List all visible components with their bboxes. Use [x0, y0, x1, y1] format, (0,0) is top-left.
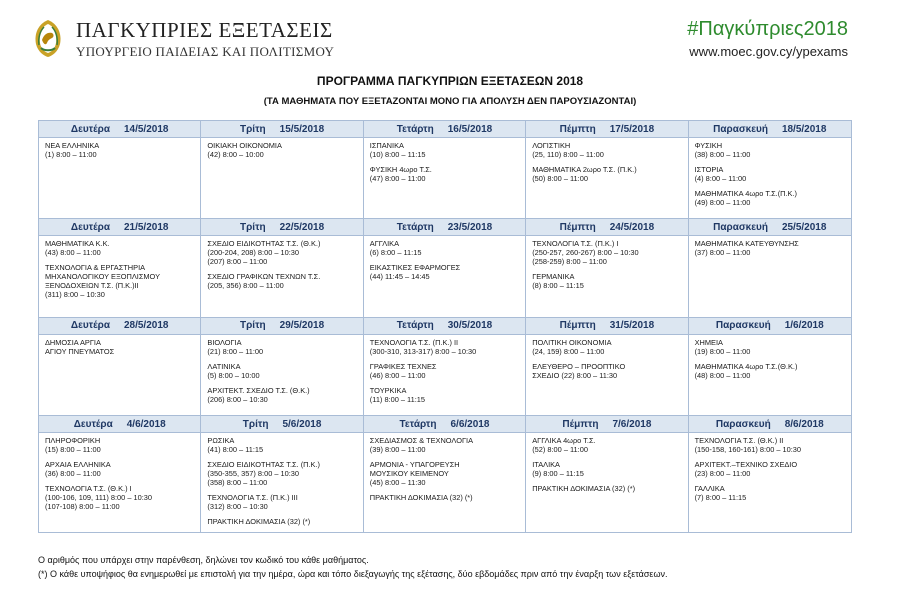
organization-name: ΠΑΓΚΥΠΡΙΕΣ ΕΞΕΤΑΣΕΙΣ [76, 18, 333, 42]
exam-list [201, 138, 362, 159]
weekday-label: Δευτέρα [70, 221, 110, 233]
exam-entry [370, 386, 520, 404]
exam-subject: ΡΩΣΙΚΑ [207, 436, 235, 445]
exam-subject: ΤΕΧΝΟΛΟΓΙΑ Τ.Σ. (Θ.Κ.) ΙΙ [694, 436, 784, 445]
date-label: 18/5/2018 [781, 123, 827, 135]
website-link[interactable]: www.moec.gov.cy/ypexams [689, 44, 848, 59]
exam-code-time: (206) 8:00 – 10:30 [207, 394, 268, 404]
day-cell [39, 121, 201, 219]
exam-code-time: (300-310, 313-317) 8:00 – 10:30 [369, 346, 477, 356]
exam-subject: ΤΕΧΝΟΛΟΓΙΑ Τ.Σ. (Π.Κ.) ΙΙ [369, 337, 459, 347]
page-subtitle: (ΤΑ ΜΑΘΗΜΑΤΑ ΠΟΥ ΕΞΕΤΑΖΟΝΤΑΙ ΜΟΝΟ ΓΙΑ ΑΠΟΛΥΣΗ ΔΕΝ ΠΑΡΟΥΣΙΑΖΟΝΤΑΙ) [263, 96, 637, 107]
exam-entry [45, 263, 195, 299]
exam-list [364, 138, 525, 183]
exam-subject: ΤΕΧΝΟΛΟΓΙΑ Τ.Σ. (Π.Κ.) Ι [532, 239, 619, 249]
day-header [39, 416, 200, 433]
exam-entry [45, 460, 195, 478]
exam-code-time: (350-355, 357) 8:00 – 10:30 (358) 8:00 – 11:00 [207, 469, 300, 487]
exam-subject: ΓΡΑΦΙΚΕΣ ΤΕΧΝΕΣ [369, 361, 437, 371]
exam-code-time: (8) 8:00 – 11:15 [532, 281, 584, 291]
exam-code-time: (45) 8:00 – 11:30 [369, 478, 426, 487]
exam-code-time: (11) 8:00 – 11:15 [369, 394, 425, 404]
exam-entry [695, 141, 846, 159]
day-header [526, 416, 687, 433]
exam-code-time: (24, 159) 8:00 – 11:00 [532, 346, 605, 356]
date-label: 6/6/2018 [450, 418, 490, 430]
day-cell [201, 416, 363, 532]
exam-list [39, 433, 200, 511]
exam-subject: ΓΕΡΜΑΝΙΚΑ [532, 272, 575, 282]
day-header [39, 121, 200, 138]
exam-entry [207, 493, 357, 511]
exam-entry [207, 436, 357, 454]
exam-entry [370, 493, 520, 502]
exam-subject: ΛΑΤΙΝΙΚΑ [207, 361, 241, 371]
day-header [526, 121, 687, 138]
day-header [526, 318, 687, 335]
day-header [364, 416, 525, 433]
footnote-code: Ο αριθμός που υπάρχει στην παρένθεση, δηλώνει τον κωδικό του κάθε μαθήματος. [38, 555, 369, 565]
exam-entry [695, 239, 846, 257]
date-label: 15/5/2018 [279, 123, 325, 135]
exam-code-time: (52) 8:00 – 11:00 [532, 445, 588, 454]
exam-subject: ΤΕΧΝΟΛΟΓΙΑ & ΕΡΓΑΣΤΗΡΙΑ ΜΗΧΑΝΟΛΟΓΙΚΟΥ ΕΞΟΠΛΙΣΜΟΥ ΞΕΝΟΔΟΧΕΙΩΝ Τ.Σ. (Π.Κ.)ΙΙ [45, 263, 160, 291]
exam-list [201, 335, 362, 404]
day-cell [364, 416, 526, 532]
day-header [201, 121, 362, 138]
exam-subject: ΑΡΧΙΤΕΚΤ. ΣΧΕΔΙΟ Τ.Σ. (Θ.Κ.) [207, 385, 310, 395]
exam-code-time: (42) 8:00 – 10:00 [207, 150, 264, 159]
exam-subject: ΠΡΑΚΤΙΚΗ ΔΟΚΙΜΑΣΙΑ (32) (*) [369, 493, 473, 502]
exam-entry [207, 517, 357, 526]
exam-subject: ΑΡΜΟΝΙΑ - ΥΠΑΓΟΡΕΥΣΗ ΜΟΥΣΙΚΟΥ ΚΕΙΜΕΝΟΥ [369, 460, 460, 478]
day-cell [526, 416, 688, 532]
exam-list [526, 138, 687, 183]
exam-entry [695, 436, 846, 454]
cyprus-coat-of-arms-icon [28, 18, 68, 58]
exam-code-time: (25, 110) 8:00 – 11:00 [532, 150, 604, 159]
exam-subject: ΙΣΠΑΝΙΚΑ [369, 141, 404, 150]
exam-list [689, 335, 851, 380]
exam-entry [45, 436, 195, 454]
exam-code-time: (312) 8:00 – 10:30 [207, 502, 268, 511]
page-header [0, 0, 900, 70]
exam-entry [370, 338, 520, 356]
date-label: 7/6/2018 [612, 418, 652, 430]
exam-entry [532, 272, 682, 290]
exam-code-time: (10) 8:00 – 11:15 [369, 150, 426, 159]
exam-list [201, 236, 362, 290]
exam-entry [695, 460, 846, 478]
exam-code-time: (39) 8:00 – 11:00 [369, 445, 426, 454]
exam-subject: ΠΡΑΚΤΙΚΗ ΔΟΚΙΜΑΣΙΑ (32) (*) [532, 484, 636, 493]
exam-subject: ΔΗΜΟΣΙΑ ΑΡΓΙΑ ΑΓΙΟΥ ΠΝΕΥΜΑΤΟΣ [45, 337, 115, 356]
day-cell [201, 121, 363, 219]
date-label: 23/5/2018 [447, 221, 493, 233]
exam-subject: ΜΑΘΗΜΑΤΙΚΑ ΚΑΤΕΥΘΥΝΣΗΣ [694, 239, 799, 249]
day-header [201, 219, 362, 236]
exam-subject: ΜΑΘΗΜΑΤΙΚΑ 4ωρο Τ.Σ.(Θ.Κ.) [694, 361, 798, 371]
weekday-label: Τρίτη [240, 221, 266, 233]
exam-subject: ΟΙΚΙΑΚΗ ΟΙΚΟΝΟΜΙΑ [207, 141, 282, 150]
exam-entry [370, 436, 520, 454]
exam-entry [207, 362, 357, 380]
weekday-label: Πέμπτη [559, 123, 596, 135]
exam-schedule-table [38, 120, 852, 533]
exam-subject: ΕΛΕΥΘΕΡΟ – ΠΡΟΟΠΤΙΚΟ ΣΧΕΔΙΟ (22) 8:00 – 11:30 [532, 361, 626, 380]
exam-code-time: (9) 8:00 – 11:15 [532, 469, 584, 478]
date-label: 8/6/2018 [784, 418, 824, 430]
page-title: ΠΡΟΓΡΑΜΜΑ ΠΑΓΚΥΠΡΙΩΝ ΕΞΕΤΑΣΕΩΝ 2018 [316, 74, 584, 88]
exam-list [364, 335, 525, 404]
exam-subject: ΣΧΕΔΙΟ ΓΡΑΦΙΚΩΝ ΤΕΧΝΩΝ Τ.Σ. [207, 272, 321, 282]
exam-code-time: (43) 8:00 – 11:00 [45, 248, 101, 258]
exam-entry [532, 165, 682, 183]
weekday-label: Πέμπτη [562, 418, 599, 430]
exam-subject: ΓΑΛΛΙΚΑ [694, 484, 725, 493]
exam-entry [45, 484, 195, 511]
exam-subject: ΙΣΤΟΡΙΑ [694, 165, 724, 174]
exam-subject: ΑΡΧΙΤΕΚΤ.–ΤΕΧΝΙΚΟ ΣΧΕΔΙΟ [694, 460, 798, 469]
exam-entry [370, 165, 520, 183]
exam-code-time: (50) 8:00 – 11:00 [532, 174, 588, 183]
exam-code-time: (49) 8:00 – 11:00 [694, 198, 751, 207]
exam-entry [695, 165, 846, 183]
exam-code-time: (100-106, 109, 111) 8:00 – 10:30 (107-108) 8:00 – 11:00 [45, 493, 152, 511]
exam-list [689, 433, 851, 502]
exam-list [526, 335, 687, 380]
day-header [39, 219, 200, 236]
exam-list [364, 433, 525, 502]
date-label: 30/5/2018 [447, 320, 493, 332]
exam-subject: ΜΑΘΗΜΑΤΙΚΑ 2ωρο Τ.Σ. (Π.Κ.) [532, 165, 637, 174]
exam-entry [45, 338, 195, 356]
day-cell [526, 219, 688, 317]
weekday-label: Πέμπτη [559, 221, 596, 233]
exam-code-time: (1) 8:00 – 11:00 [45, 150, 97, 159]
exam-subject: ΝΕΑ ΕΛΛΗΝΙΚΑ [45, 141, 100, 150]
day-cell [39, 219, 201, 317]
exam-subject: ΠΡΑΚΤΙΚΗ ΔΟΚΙΜΑΣΙΑ (32) (*) [207, 517, 311, 526]
day-cell [689, 416, 851, 532]
exam-code-time: (250-257, 260-267) 8:00 – 10:30 (258-259) 8:00 – 11:00 [532, 248, 639, 267]
weekday-label: Τετάρτη [396, 123, 434, 135]
day-header [201, 318, 362, 335]
date-label: 25/5/2018 [781, 221, 827, 233]
day-cell [364, 318, 526, 416]
date-label: 16/5/2018 [447, 123, 493, 135]
exam-entry [370, 362, 520, 380]
day-header [689, 121, 851, 138]
weekday-label: Παρασκευή [715, 320, 771, 332]
exam-entry [207, 338, 357, 356]
weekday-label: Δευτέρα [70, 320, 110, 332]
exam-code-time: (6) 8:00 – 11:15 [369, 248, 422, 258]
exam-code-time: (205, 356) 8:00 – 11:00 [207, 281, 284, 291]
exam-list [39, 236, 200, 299]
exam-subject: ΣΧΕΔΙΟ ΕΙΔΙΚΟΤΗΤΑΣ Τ.Σ. (Π.Κ.) [207, 460, 320, 469]
exam-subject: ΦΥΣΙΚΗ [694, 141, 723, 150]
exam-subject: ΕΙΚΑΣΤΙΚΕΣ ΕΦΑΡΜΟΓΕΣ [369, 263, 461, 273]
exam-code-time: (200-204, 208) 8:00 – 10:30 (207) 8:00 – 11:00 [207, 248, 300, 267]
date-label: 4/6/2018 [126, 418, 166, 430]
day-cell [364, 219, 526, 317]
exam-subject: ΣΧΕΔΙΟ ΕΙΔΙΚΟΤΗΤΑΣ Τ.Σ. (Θ.Κ.) [207, 239, 321, 249]
weekday-label: Τετάρτη [399, 418, 437, 430]
date-label: 21/5/2018 [123, 221, 169, 233]
exam-code-time: (38) 8:00 – 11:00 [694, 150, 751, 159]
date-label: 24/5/2018 [609, 221, 655, 233]
day-header [364, 318, 525, 335]
day-cell [39, 416, 201, 532]
weekday-label: Πέμπτη [559, 320, 596, 332]
weekday-label: Παρασκευή [713, 221, 768, 233]
date-label: 22/5/2018 [279, 221, 325, 233]
day-header [689, 219, 851, 236]
exam-entry [532, 436, 682, 454]
exam-entry [695, 338, 846, 356]
day-header [364, 219, 525, 236]
date-label: 1/6/2018 [784, 320, 824, 332]
exam-subject: ΜΑΘΗΜΑΤΙΚΑ Κ.Κ. [45, 239, 110, 249]
day-cell [689, 318, 851, 416]
exam-entry [45, 141, 195, 159]
date-label: 17/5/2018 [609, 123, 655, 135]
exam-code-time: (19) 8:00 – 11:00 [694, 346, 751, 356]
weekday-label: Παρασκευή [713, 123, 768, 135]
exam-list [689, 236, 851, 257]
exam-subject: ΛΟΓΙΣΤΙΚΗ [532, 141, 571, 150]
exam-entry [695, 484, 846, 502]
day-header [526, 219, 687, 236]
exam-entry [532, 239, 682, 266]
day-cell [526, 318, 688, 416]
exam-entry [695, 362, 846, 380]
weekday-label: Τρίτη [242, 418, 269, 430]
exam-entry [532, 362, 682, 380]
exam-code-time: (37) 8:00 – 11:00 [694, 248, 751, 258]
exam-subject: ΑΡΧΑΙΑ ΕΛΛΗΝΙΚΑ [45, 460, 111, 469]
exam-subject: ΙΤΑΛΙΚΑ [532, 460, 560, 469]
exam-list [526, 433, 687, 493]
exam-code-time: (47) 8:00 – 11:00 [369, 174, 426, 183]
exam-entry [207, 239, 357, 266]
day-cell [201, 318, 363, 416]
exam-entry [532, 338, 682, 356]
exam-code-time: (23) 8:00 – 11:00 [694, 469, 751, 478]
exam-code-time: (41) 8:00 – 11:15 [207, 445, 264, 454]
exam-code-time: (48) 8:00 – 11:00 [694, 370, 751, 380]
hashtag: #Παγκύπριες2018 [687, 18, 848, 40]
exam-subject: ΤΕΧΝΟΛΟΓΙΑ Τ.Σ. (Π.Κ.) ΙΙΙ [207, 493, 298, 502]
exam-code-time: (150-158, 160-161) 8:00 – 10:30 [694, 445, 802, 454]
exam-code-time: (44) 11:45 – 14:45 [369, 272, 430, 282]
day-header [364, 121, 525, 138]
date-label: 14/5/2018 [123, 123, 169, 135]
exam-entry [207, 460, 357, 487]
exam-list [39, 138, 200, 159]
day-cell [201, 219, 363, 317]
exam-list [526, 236, 687, 290]
exam-list [201, 433, 362, 526]
date-label: 31/5/2018 [609, 320, 655, 332]
exam-list [364, 236, 525, 281]
exam-entry [370, 460, 520, 487]
date-label: 28/5/2018 [123, 320, 169, 332]
weekday-label: Τρίτη [240, 123, 266, 135]
exam-code-time: (5) 8:00 – 10:00 [207, 370, 260, 380]
exam-entry [532, 460, 682, 478]
weekday-label: Δευτέρα [70, 123, 110, 135]
exam-entry [532, 141, 682, 159]
weekday-label: Τετάρτη [396, 320, 434, 332]
weekday-label: Τετάρτη [396, 221, 434, 233]
exam-code-time: (36) 8:00 – 11:00 [45, 469, 101, 478]
exam-entry [45, 239, 195, 257]
day-cell [689, 219, 851, 317]
exam-entry [370, 263, 520, 281]
footnote-notification: (*) Ο κάθε υποψήφιος θα ενημερωθεί με επιστολή για την ημέρα, ώρα και τόπο διεξαγωγής της εξέτασης, δύο εβδομάδες πριν από την έναρξη των εξετάσεων. [38, 569, 668, 579]
day-cell [364, 121, 526, 219]
exam-code-time: (46) 8:00 – 11:00 [369, 370, 426, 380]
exam-subject: ΑΓΓΛΙΚΑ [369, 239, 400, 249]
date-label: 29/5/2018 [279, 320, 325, 332]
exam-list [689, 138, 851, 207]
exam-entry [207, 272, 357, 290]
exam-entry [207, 386, 357, 404]
exam-subject: ΦΥΣΙΚΗ 4ωρο Τ.Σ. [369, 165, 432, 174]
exam-subject: ΠΟΛΙΤΙΚΗ ΟΙΚΟΝΟΜΙΑ [532, 337, 612, 347]
exam-entry [370, 239, 520, 257]
exam-code-time: (21) 8:00 – 11:00 [207, 346, 264, 356]
weekday-label: Δευτέρα [73, 418, 113, 430]
exam-code-time: (15) 8:00 – 11:00 [45, 445, 101, 454]
exam-subject: ΤΟΥΡΚΙΚΑ [369, 385, 407, 395]
day-cell [526, 121, 688, 219]
day-header [689, 416, 851, 433]
exam-code-time: (311) 8:00 – 10:30 [45, 290, 105, 300]
exam-subject: ΧΗΜΕΙΑ [694, 337, 723, 347]
exam-code-time: (7) 8:00 – 11:15 [694, 493, 747, 502]
exam-list [39, 335, 200, 356]
weekday-label: Τρίτη [240, 320, 266, 332]
date-label: 5/6/2018 [282, 418, 322, 430]
exam-subject: ΑΓΓΛΙΚΑ 4ωρο Τ.Σ. [532, 436, 596, 445]
weekday-label: Παρασκευή [715, 418, 771, 430]
day-cell [39, 318, 201, 416]
exam-entry [207, 141, 357, 159]
exam-subject: ΒΙΟΛΟΓΙΑ [207, 337, 242, 347]
exam-entry [532, 484, 682, 493]
exam-entry [370, 141, 520, 159]
exam-subject: ΜΑΘΗΜΑΤΙΚΑ 4ωρο Τ.Σ.(Π.Κ.) [694, 189, 798, 198]
exam-subject: ΣΧΕΔΙΑΣΜΟΣ & ΤΕΧΝΟΛΟΓΙΑ [369, 436, 473, 445]
exam-code-time: (4) 8:00 – 11:00 [694, 174, 747, 183]
exam-entry [695, 189, 846, 207]
day-header [689, 318, 851, 335]
exam-subject: ΠΛΗΡΟΦΟΡΙΚΗ [45, 436, 101, 445]
day-header [201, 416, 362, 433]
ministry-name: ΥΠΟΥΡΓΕΙΟ ΠΑΙΔΕΙΑΣ ΚΑΙ ΠΟΛΙΤΙΣΜΟΥ [76, 44, 335, 59]
day-cell [689, 121, 851, 219]
exam-subject: ΤΕΧΝΟΛΟΓΙΑ Τ.Σ. (Θ.Κ.) Ι [45, 484, 132, 493]
day-header [39, 318, 200, 335]
